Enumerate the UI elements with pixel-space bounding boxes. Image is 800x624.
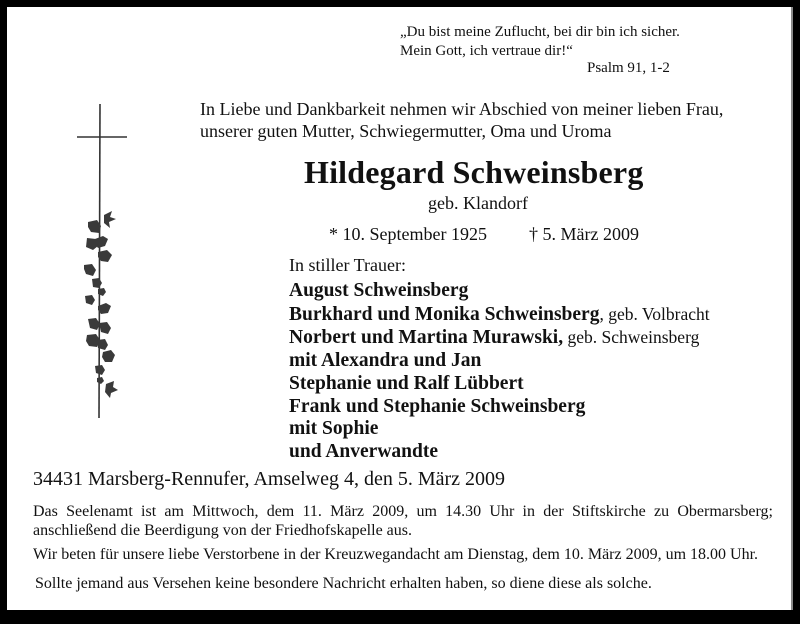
mourner-name: mit Alexandra und Jan bbox=[289, 350, 482, 372]
mourner-name: mit Sophie bbox=[289, 418, 379, 440]
intro-text bbox=[200, 98, 723, 142]
motto-quote bbox=[400, 23, 680, 61]
mourner-name: August Schweinsberg bbox=[289, 280, 469, 301]
notice-text: Sollte jemand aus Versehen keine besondere Nachricht erhalten haben, so diene diese als solche. bbox=[35, 575, 652, 592]
place-date: 34431 Marsberg-Rennufer, Amselweg 4, den 5. März 2009 bbox=[33, 468, 506, 490]
mourners-heading: In stiller Trauer: bbox=[289, 255, 406, 275]
mourner-entry bbox=[289, 350, 710, 373]
motto-source: Psalm 91, 1-2 bbox=[587, 60, 670, 76]
mourner-entry bbox=[289, 303, 710, 327]
death-date: † 5. März 2009 bbox=[529, 224, 639, 244]
maiden-name: geb. Klandorf bbox=[428, 193, 528, 213]
motto-line: Mein Gott, ich vertraue dir!“ bbox=[400, 43, 573, 59]
mourner-entry bbox=[289, 441, 710, 464]
obituary-notice bbox=[7, 7, 793, 610]
service-info bbox=[33, 502, 773, 540]
mourner-entry bbox=[289, 396, 710, 419]
mourner-name: Burkhard und Monika Schweinsberg bbox=[289, 303, 600, 325]
mourner-note: geb. Schweinsberg bbox=[563, 327, 700, 348]
intro-line: unserer guten Mutter, Schwiegermutter, Oma und Uroma bbox=[200, 121, 612, 141]
service-line: Das Seelenamt ist am Mittwoch, dem 11. März 2009, um 14.30 Uhr in der Stiftskirche zu Obermarsberg; bbox=[33, 503, 773, 520]
service-line: anschließend die Beerdigung von der Friedhofskapelle aus. bbox=[33, 522, 412, 539]
mourner-entry bbox=[289, 280, 710, 303]
mourner-name: Stephanie und Ralf Lübbert bbox=[289, 372, 524, 394]
cross-with-ivy-icon bbox=[60, 100, 170, 460]
mourner-name: und Anverwandte bbox=[289, 440, 438, 462]
mourner-entry bbox=[289, 418, 710, 441]
motto-line: „Du bist meine Zuflucht, bei dir bin ich sicher. bbox=[400, 24, 680, 40]
prayer-info: Wir beten für unsere liebe Verstorbene in der Kreuzwegandacht am Dienstag, dem 10. März 2009, um 18.00 Uhr. bbox=[33, 546, 759, 563]
intro-line: In Liebe und Dankbarkeit nehmen wir Abschied von meiner lieben Frau, bbox=[200, 99, 724, 119]
mourner-entry bbox=[289, 326, 710, 350]
birth-date: * 10. September 1925 bbox=[329, 224, 487, 244]
mourner-name: Norbert und Martina Murawski, bbox=[289, 327, 564, 349]
mourner-note: , geb. Volbracht bbox=[599, 303, 710, 324]
mourner-name: Frank und Stephanie Schweinsberg bbox=[289, 395, 586, 417]
mourners-list bbox=[289, 280, 710, 464]
ivy-leaves bbox=[84, 211, 118, 398]
deceased-name: Hildegard Schweinsberg bbox=[304, 154, 644, 190]
mourner-entry bbox=[289, 373, 710, 396]
